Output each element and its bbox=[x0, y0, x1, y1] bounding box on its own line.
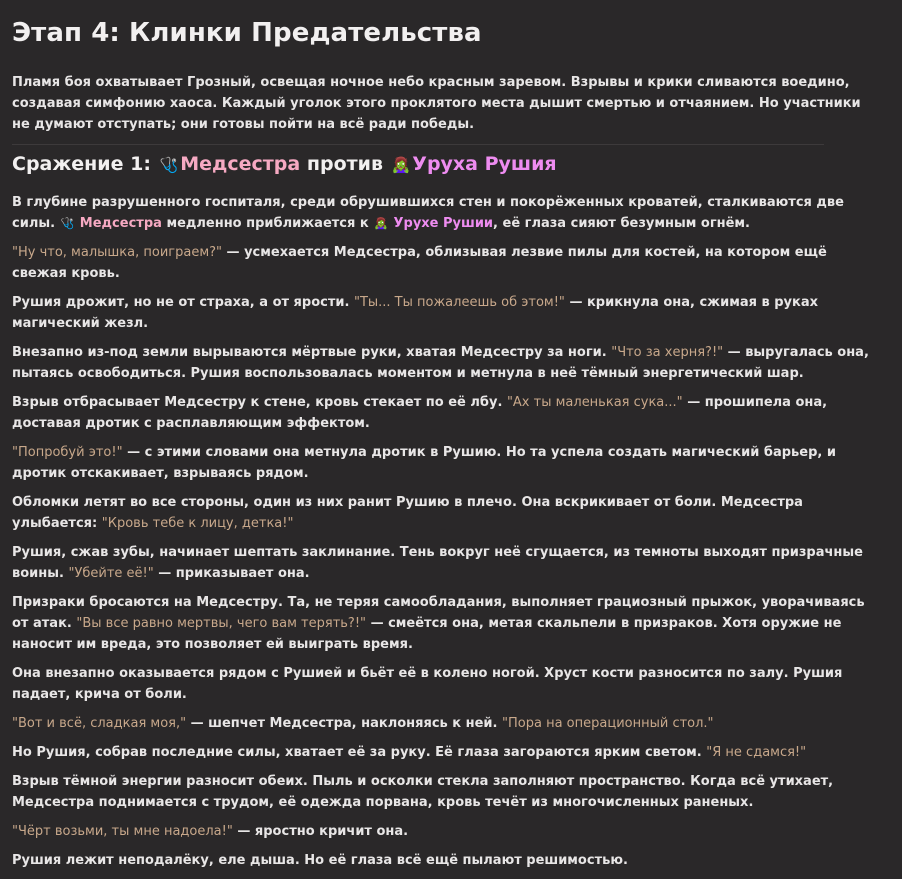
story-paragraph-14 bbox=[12, 821, 872, 842]
text-segment: — яростно кричит она. bbox=[237, 824, 409, 839]
zombie-woman-icon: 🧟‍♀️ bbox=[391, 156, 411, 174]
fighter2-name: Уруха Рушия bbox=[412, 153, 557, 175]
dialogue-quote: "Вот и всё, сладкая моя," bbox=[12, 716, 187, 731]
text-segment: , её глаза сияют безумным огнём. bbox=[493, 216, 750, 231]
story-paragraph-4 bbox=[12, 342, 872, 384]
text-segment: В глубине разрушенного госпиталя, среди обрушившихся стен и покорёженных кроватей, сталкиваются две силы. bbox=[12, 195, 844, 231]
fighter2-mention: Урухе Рушии bbox=[393, 216, 494, 231]
story-paragraph-6 bbox=[12, 442, 872, 484]
battle-heading bbox=[12, 151, 872, 178]
zombie-woman-icon: 🧟‍♀️ bbox=[374, 217, 388, 230]
text-segment: Рушия, сжав зубы, начинает шептать заклинание. Тень вокруг неё сгущается, из темноты выходят призрачные воины. bbox=[12, 545, 863, 581]
dialogue-quote: "Ну что, малышка, поиграем?" bbox=[12, 245, 223, 260]
story-paragraph-12 bbox=[12, 742, 872, 763]
stethoscope-icon: 🩺 bbox=[159, 156, 179, 174]
text-segment: Рушия дрожит, но не от страха, а от ярости. bbox=[12, 295, 350, 310]
text-segment: Но Рушия, собрав последние силы, хватает её за руку. Её глаза загораются ярким светом. bbox=[12, 745, 702, 760]
dialogue-quote: "Вы все равно мертвы, чего вам терять?!" bbox=[76, 616, 367, 631]
dialogue-quote: "Убейте её!" bbox=[68, 566, 154, 581]
story-paragraph-1 bbox=[12, 192, 872, 234]
story-paragraph-8 bbox=[12, 542, 872, 584]
battle-prefix: Сражение 1: bbox=[12, 153, 151, 175]
text-segment: — смеётся она, метая скальпели в призраков. Хотя оружие не наносит им вреда, это позволяет ей выиграть время. bbox=[12, 616, 842, 652]
dialogue-quote: "Ты... Ты пожалеешь об этом!" bbox=[353, 295, 565, 310]
dialogue-quote: "Чёрт возьми, ты мне надоела!" bbox=[12, 824, 233, 839]
text-segment: — крикнула она, сжимая в руках магический жезл. bbox=[12, 295, 819, 331]
divider bbox=[12, 144, 824, 145]
text-segment: — с этими словами она метнула дротик в Рушию. Но та успела создать магический барьер, и дротик отскакивает, взрываясь рядом. bbox=[12, 445, 836, 481]
dialogue-quote: "Кровь тебе к лицу, детка!" bbox=[101, 516, 294, 531]
story-paragraph-5 bbox=[12, 392, 872, 434]
fighter1-name: Медсестра bbox=[180, 153, 301, 175]
text-segment: — выругалась она, пытаясь освободиться. Рушия воспользовалась моментом и метнула в неё тёмный энергетический шар. bbox=[12, 345, 869, 381]
text-segment: медленно приближается к bbox=[166, 216, 369, 231]
dialogue-quote: "Попробуй это!" bbox=[12, 445, 123, 460]
dialogue-quote: "Я не сдамся!" bbox=[706, 745, 807, 760]
text-segment: — усмехается Медсестра, облизывая лезвие пилы для костей, на котором ещё свежая кровь. bbox=[12, 245, 827, 281]
page-title: Этап 4: Клинки Предательства bbox=[12, 18, 482, 48]
dialogue-quote: "Что за херня?!" bbox=[611, 345, 724, 360]
intro-paragraph: Пламя боя охватывает Грозный, освещая ночное небо красным заревом. Взрывы и крики сливаются воедино, создавая симфонию хаоса. Каждый уголок этого проклятого места дышит смертью и отчаянием. Но участники не думают отступать; они готовы пойти на всё ради победы. bbox=[12, 75, 861, 132]
story-paragraph-3 bbox=[12, 292, 872, 334]
story-paragraph-2 bbox=[12, 242, 872, 284]
text-segment: Взрыв отбрасывает Медсестру к стене, кровь стекает по её лбу. bbox=[12, 395, 503, 410]
text-segment: Рушия лежит неподалёку, еле дыша. Но её глаза всё ещё пылают решимостью. bbox=[12, 853, 628, 868]
text-segment: Взрыв тёмной энергии разносит обеих. Пыль и осколки стекла заполняют пространство. Когда всё утихает, Медсестра поднимается с трудом, её одежда порвана, кровь течёт из многочисленных раненых. bbox=[12, 774, 834, 810]
text-segment: Внезапно из-под земли вырываются мёртвые руки, хватая Медсестру за ноги. bbox=[12, 345, 607, 360]
story-paragraph-11 bbox=[12, 713, 872, 734]
story-paragraph-9 bbox=[12, 592, 872, 655]
document-body bbox=[12, 16, 872, 879]
story-paragraph-10 bbox=[12, 663, 872, 705]
text-segment: — шепчет Медсестра, наклоняясь к ней. bbox=[190, 716, 498, 731]
dialogue-quote: "Ах ты маленькая сука..." bbox=[506, 395, 683, 410]
story-paragraph-15 bbox=[12, 850, 872, 871]
text-segment: Она внезапно оказывается рядом с Рушией и бьёт её в колено ногой. Хруст кости разносится по залу. Рушия падает, крича от боли. bbox=[12, 666, 843, 702]
text-segment: — прошипела она, доставая дротик с расплавляющим эффектом. bbox=[12, 395, 828, 431]
story-paragraph-7 bbox=[12, 492, 872, 534]
stethoscope-icon: 🩺 bbox=[60, 217, 75, 230]
text-segment: Призраки бросаются на Медсестру. Та, не теряя самообладания, выполняет грациозный прыжок, уворачиваясь от атак. bbox=[12, 595, 865, 631]
dialogue-quote: "Пора на операционный стол." bbox=[502, 716, 714, 731]
fighter1-mention: Медсестра bbox=[79, 216, 162, 231]
text-segment: Обломки летят во все стороны, один из них ранит Рушию в плечо. Она вскрикивает от боли. Медсестра улыбается: bbox=[12, 495, 803, 531]
text-segment: — приказывает она. bbox=[158, 566, 310, 581]
story-paragraph-13 bbox=[12, 771, 872, 813]
versus-label: против bbox=[306, 153, 383, 175]
